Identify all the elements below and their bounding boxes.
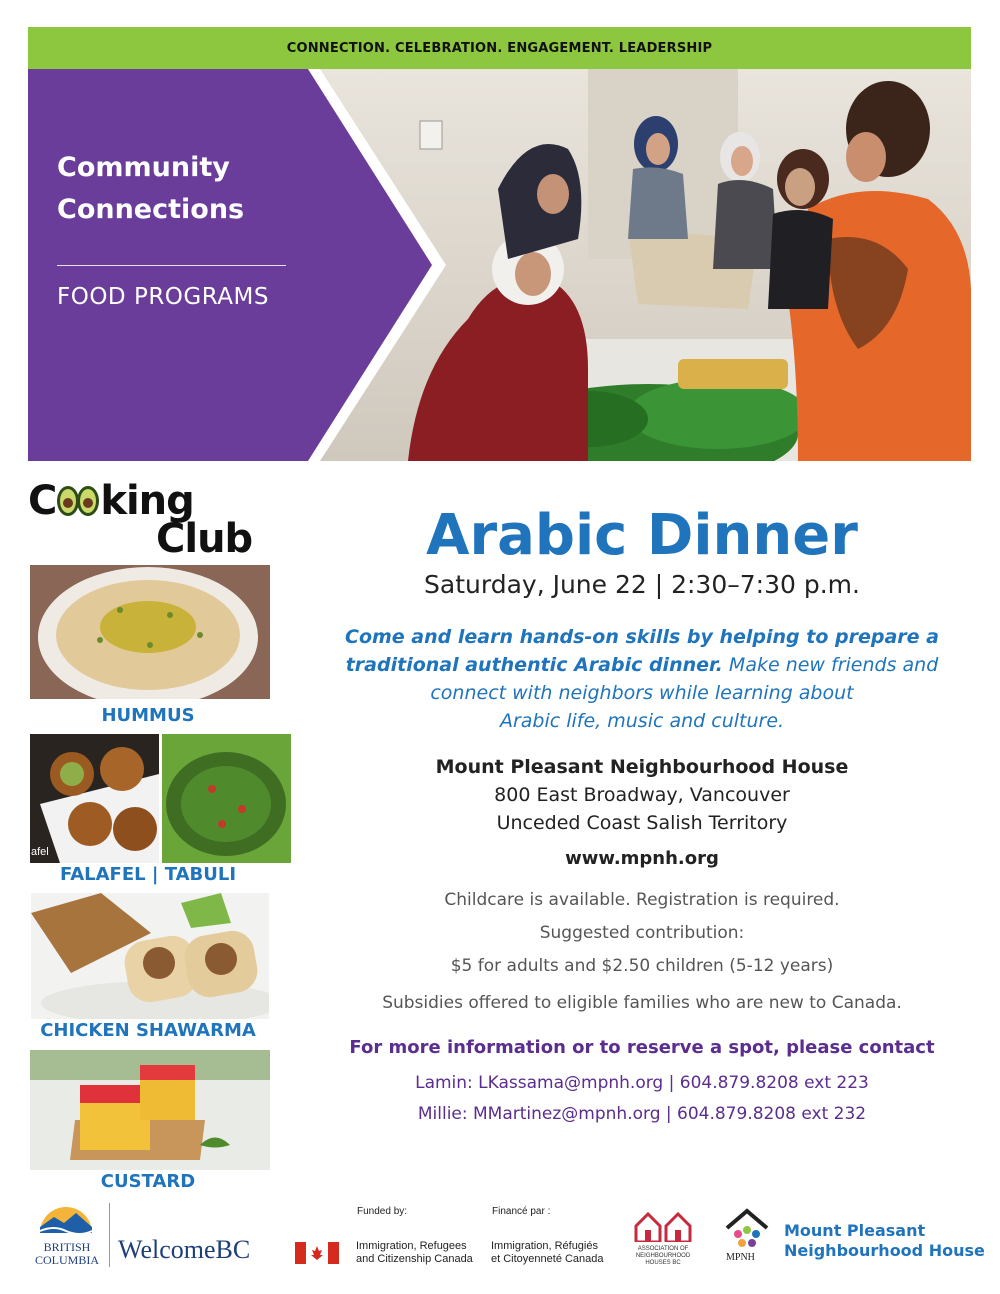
footer-logos [0,1195,1000,1294]
desc-line3: connect with neighbors while learning about [430,682,854,704]
falafel-photo [30,734,159,863]
desc-line2-rest: Make new friends and [722,654,939,676]
event-description [342,623,942,735]
contact-heading: For more information or to reserve a spot, please contact [349,1037,935,1058]
venue-block [342,753,942,837]
hero-title [57,147,317,231]
hero-title-line1: Community [57,152,230,183]
funded-by-label: Funded by: [357,1206,408,1217]
event-date: Saturday, June 22 | 2:30–7:30 p.m. [424,570,860,599]
shawarma-photo [31,893,269,1019]
contact-lines [342,1068,942,1130]
food-label-chicken-shawarma: CHICKEN SHAWARMA [40,1020,256,1041]
welcomebc-logo: WelcomeBC [118,1235,251,1264]
ircc-fr: Immigration, Réfugiés et Citoyenneté Canada [491,1240,604,1265]
desc-line1: Come and learn hands-on skills by helping to prepare a [345,626,939,648]
info-block [342,884,942,983]
food-label-custard: CUSTARD [100,1171,196,1192]
custard-photo [30,1050,270,1170]
mpnh-name: Mount Pleasant Neighbourhood House [784,1221,985,1260]
mpnh-house-icon [724,1208,770,1250]
hero-title-line2: Connections [57,194,245,225]
falafel-photo-fragment: afel [31,846,49,858]
contribution-label: Suggested contribution: [539,923,745,943]
tagline-text: CONNECTION. CELEBRATION. ENGAGEMENT. LEADERSHIP [286,40,713,56]
cooking-club-logo [28,478,268,562]
desc-line2-bold: traditional authentic Arabic dinner. [345,654,723,676]
contact-millie[interactable]: Millie: MMartinez@mpnh.org | 604.879.8208 ext 232 [417,1104,867,1124]
event-title: Arabic Dinner [426,503,858,568]
hummus-photo [30,565,270,699]
food-label-hummus: HUMMUS [101,705,195,726]
logo-club: Club [156,516,253,562]
contact-lamin[interactable]: Lamin: LKassama@mpnh.org | 604.879.8208 ext 223 [415,1073,869,1093]
logo-divider [109,1203,110,1267]
tagline-bar [28,27,971,69]
logo-c: C [28,478,57,524]
venue-name: Mount Pleasant Neighbourhood House [435,756,849,778]
childcare-text: Childcare is available. Registration is required. [444,890,840,910]
subsidies-text: Subsidies offered to eligible families who are new to Canada. [382,993,902,1013]
anh-houses-icon [634,1212,692,1242]
food-label-falafel-tabuli: FALAFEL | TABULI [59,864,237,885]
venue-address: 800 East Broadway, Vancouver [494,784,790,806]
hero-divider [57,265,286,266]
ircc-en: Immigration, Refugees and Citizenship Canada [356,1240,473,1265]
venue-territory: Unceded Coast Salish Territory [496,812,788,834]
bc-sun-icon [36,1205,96,1237]
canada-flag-icon [295,1242,339,1264]
logo-king: king [100,478,194,524]
tabuli-photo [162,734,291,863]
bc-text-1: BRITISH [43,1240,91,1254]
bc-text-2: COLUMBIA [34,1253,99,1267]
finance-par-label: Financé par : [492,1206,551,1217]
website-link[interactable]: www.mpnh.org [565,848,719,869]
avocado-icon [56,482,100,516]
mpnh-abbr: MPNH [726,1252,755,1263]
hero-subtitle: FOOD PROGRAMS [57,284,269,310]
contribution-text: $5 for adults and $2.50 children (5-12 years) [450,956,834,976]
hero-banner [28,69,971,461]
desc-line4: Arabic life, music and culture. [499,710,785,732]
anh-text: ASSOCIATION OF NEIGHBOURHOOD HOUSES BC [635,1246,691,1266]
